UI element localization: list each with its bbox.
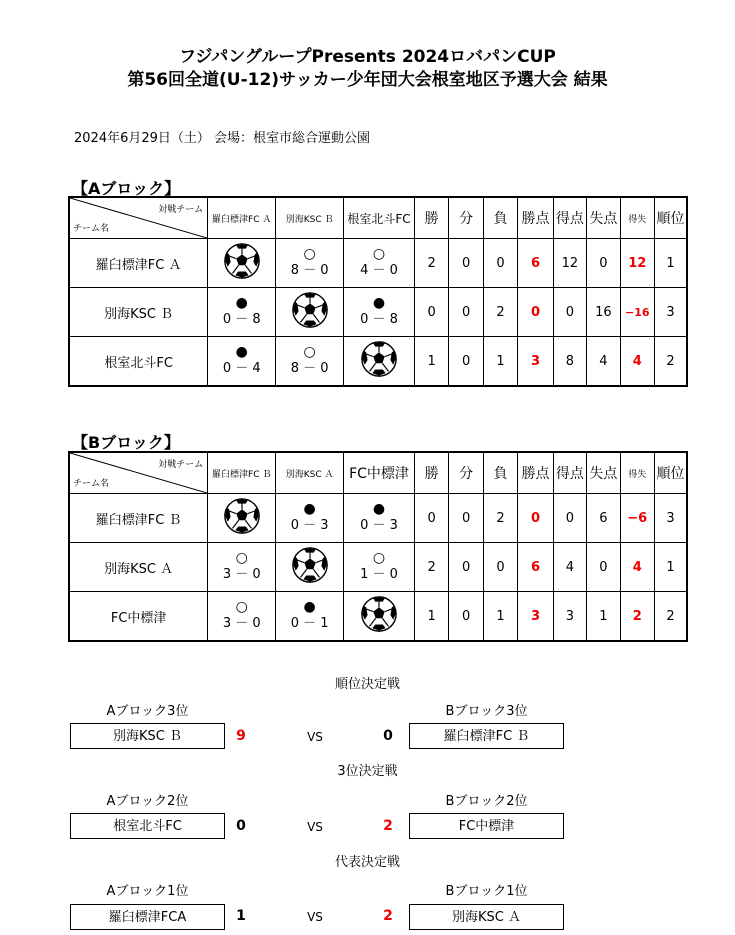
goals-against: 0 bbox=[587, 239, 620, 288]
team-name: 別海KSC Ｂ bbox=[69, 288, 208, 337]
goal-diff: 4 bbox=[620, 337, 654, 387]
soccer-ball-icon bbox=[223, 497, 261, 539]
match-score: 0 － 8 bbox=[360, 312, 398, 327]
right-team-box: FC中標津 bbox=[409, 813, 564, 839]
left-score: 1 bbox=[236, 908, 246, 924]
match-cell bbox=[276, 494, 344, 543]
title-line-2: 第56回全道(U-12)サッカー少年団大会根室地区予選大会 結果 bbox=[127, 70, 608, 90]
losses: 2 bbox=[483, 288, 517, 337]
team-name: 羅臼標津FC Ａ bbox=[69, 239, 208, 288]
table-row bbox=[69, 337, 687, 387]
match-cell bbox=[208, 288, 276, 337]
wins: 2 bbox=[414, 239, 448, 288]
left-team-box: 羅臼標津FCA bbox=[70, 904, 225, 930]
draw-header: 分 bbox=[449, 452, 483, 494]
block-b-table bbox=[68, 451, 688, 642]
wins: 0 bbox=[414, 288, 448, 337]
goals-against: 1 bbox=[587, 592, 620, 642]
left-seed-label: Aブロック2位 bbox=[106, 794, 189, 809]
points: 3 bbox=[518, 592, 553, 642]
losses: 1 bbox=[483, 337, 517, 387]
block-b-title: 【Bブロック】 bbox=[72, 433, 180, 452]
match-cell bbox=[344, 239, 415, 288]
points: 0 bbox=[518, 288, 553, 337]
goals-against: 0 bbox=[587, 543, 620, 592]
right-seed-label: Bブロック1位 bbox=[445, 884, 528, 899]
left-score: 0 bbox=[236, 818, 246, 834]
vs-label: VS bbox=[307, 820, 323, 834]
loss-mark: ● bbox=[372, 501, 386, 517]
table-row bbox=[69, 288, 687, 337]
goals-against: 4 bbox=[587, 337, 620, 387]
left-seed-label: Aブロック1位 bbox=[106, 884, 189, 899]
wins: 1 bbox=[414, 592, 448, 642]
goal-diff: −6 bbox=[620, 494, 654, 543]
points-header: 勝点 bbox=[518, 197, 553, 239]
vs-label: VS bbox=[307, 730, 323, 744]
goal-diff: 4 bbox=[620, 543, 654, 592]
loss-mark: ● bbox=[303, 599, 316, 615]
match-score: 3 － 0 bbox=[222, 616, 261, 631]
match-score: 8 － 0 bbox=[290, 263, 329, 278]
points: 6 bbox=[518, 239, 553, 288]
goals-against: 16 bbox=[587, 288, 620, 337]
block-a-table bbox=[68, 196, 688, 387]
opponent-header: 羅臼標津FC Ａ bbox=[208, 197, 276, 239]
left-score: 9 bbox=[236, 728, 246, 744]
title-line-1: フジパングループPresents 2024ロバパンCUP bbox=[179, 47, 556, 67]
match-cell bbox=[276, 592, 344, 642]
right-team-box: 別海KSC Ａ bbox=[409, 904, 564, 930]
win-mark: ○ bbox=[303, 344, 316, 360]
draw-header: 分 bbox=[449, 197, 483, 239]
points-header: 勝点 bbox=[518, 452, 553, 494]
losses: 0 bbox=[483, 543, 517, 592]
opponent-header: 別海KSC Ａ bbox=[276, 452, 344, 494]
draws: 0 bbox=[449, 543, 483, 592]
opponent-header: 根室北斗FC bbox=[344, 197, 415, 239]
loss-header: 負 bbox=[483, 197, 517, 239]
team-name: FC中標津 bbox=[69, 592, 208, 642]
soccer-ball-icon bbox=[223, 242, 261, 284]
goals-for: 0 bbox=[553, 494, 586, 543]
block-a-title: 【Aブロック】 bbox=[72, 179, 181, 198]
goal-diff-header: 得失 bbox=[620, 197, 654, 239]
table-row bbox=[69, 592, 687, 642]
right-team-box: 羅臼標津FC Ｂ bbox=[409, 723, 564, 749]
match-cell bbox=[208, 337, 276, 387]
points: 0 bbox=[518, 494, 553, 543]
match-score: 4 － 0 bbox=[360, 263, 398, 278]
goals-for: 8 bbox=[553, 337, 586, 387]
soccer-ball-icon bbox=[291, 291, 329, 333]
loss-mark: ● bbox=[372, 295, 386, 311]
wins: 2 bbox=[414, 543, 448, 592]
match-score: 1 － 0 bbox=[360, 567, 398, 582]
playoff-title: 3位決定戦 bbox=[337, 764, 398, 779]
self-match-cell bbox=[208, 239, 276, 288]
match-score: 0 － 4 bbox=[222, 361, 261, 376]
match-score: 8 － 0 bbox=[290, 361, 329, 376]
losses: 2 bbox=[483, 494, 517, 543]
draws: 0 bbox=[449, 239, 483, 288]
goal-diff: −16 bbox=[620, 288, 654, 337]
rank: 1 bbox=[654, 543, 687, 592]
rank: 2 bbox=[654, 337, 687, 387]
left-team-box: 根室北斗FC bbox=[70, 813, 225, 839]
self-match-cell bbox=[208, 494, 276, 543]
rank: 2 bbox=[654, 592, 687, 642]
match-cell bbox=[208, 592, 276, 642]
rank: 1 bbox=[654, 239, 687, 288]
table-row bbox=[69, 494, 687, 543]
points: 3 bbox=[518, 337, 553, 387]
match-cell bbox=[276, 239, 344, 288]
right-seed-label: Bブロック3位 bbox=[445, 704, 528, 719]
soccer-ball-icon bbox=[360, 340, 398, 382]
team-name: 別海KSC Ａ bbox=[69, 543, 208, 592]
match-cell bbox=[344, 288, 415, 337]
draws: 0 bbox=[449, 494, 483, 543]
goals-against-header: 失点 bbox=[587, 197, 620, 239]
wins: 0 bbox=[414, 494, 448, 543]
table-row bbox=[69, 543, 687, 592]
goals-against-header: 失点 bbox=[587, 452, 620, 494]
match-cell bbox=[344, 494, 415, 543]
self-match-cell bbox=[344, 337, 415, 387]
match-cell bbox=[276, 337, 344, 387]
date-venue: 2024年6月29日（土） 会場：根室市総合運動公園 bbox=[74, 131, 371, 146]
draws: 0 bbox=[449, 337, 483, 387]
team-name: 根室北斗FC bbox=[69, 337, 208, 387]
win-mark: ○ bbox=[235, 599, 248, 615]
draws: 0 bbox=[449, 592, 483, 642]
match-score: 0 － 1 bbox=[290, 616, 329, 631]
match-cell bbox=[344, 543, 415, 592]
losses: 0 bbox=[483, 239, 517, 288]
loss-mark: ● bbox=[235, 344, 248, 360]
playoff-title: 順位決定戦 bbox=[334, 677, 400, 692]
goal-diff-header: 得失 bbox=[620, 452, 654, 494]
match-score: 0 － 3 bbox=[290, 518, 329, 533]
team-name: 羅臼標津FC Ｂ bbox=[69, 494, 208, 543]
win-mark: ○ bbox=[372, 246, 386, 262]
goals-for-header: 得点 bbox=[553, 452, 586, 494]
goals-for: 0 bbox=[553, 288, 586, 337]
match-cell bbox=[208, 543, 276, 592]
win-header: 勝 bbox=[414, 197, 448, 239]
left-seed-label: Aブロック3位 bbox=[106, 704, 189, 719]
goals-for-header: 得点 bbox=[553, 197, 586, 239]
match-score: 3 － 0 bbox=[222, 567, 261, 582]
vs-label: VS bbox=[307, 910, 323, 924]
goals-for: 4 bbox=[553, 543, 586, 592]
win-header: 勝 bbox=[414, 452, 448, 494]
goal-diff: 2 bbox=[620, 592, 654, 642]
left-team-box: 別海KSC Ｂ bbox=[70, 723, 225, 749]
right-score: 2 bbox=[383, 818, 393, 834]
rank: 3 bbox=[654, 494, 687, 543]
right-seed-label: Bブロック2位 bbox=[445, 794, 528, 809]
right-score: 0 bbox=[383, 728, 393, 744]
match-score: 0 － 3 bbox=[360, 518, 398, 533]
corner-cell bbox=[69, 197, 208, 239]
win-mark: ○ bbox=[235, 550, 248, 566]
points: 6 bbox=[518, 543, 553, 592]
losses: 1 bbox=[483, 592, 517, 642]
goal-diff: 12 bbox=[620, 239, 654, 288]
table-row bbox=[69, 239, 687, 288]
playoff-title: 代表決定戦 bbox=[334, 855, 400, 870]
loss-header: 負 bbox=[483, 452, 517, 494]
corner-bottom-label: チーム名 bbox=[73, 224, 110, 234]
draws: 0 bbox=[449, 288, 483, 337]
wins: 1 bbox=[414, 337, 448, 387]
corner-top-label: 対戦チーム bbox=[158, 460, 204, 470]
rank: 3 bbox=[654, 288, 687, 337]
self-match-cell bbox=[344, 592, 415, 642]
rank-header: 順位 bbox=[654, 452, 687, 494]
loss-mark: ● bbox=[235, 295, 248, 311]
opponent-header: 羅臼標津FC Ｂ bbox=[208, 452, 276, 494]
win-mark: ○ bbox=[372, 550, 386, 566]
self-match-cell bbox=[276, 288, 344, 337]
opponent-header: FC中標津 bbox=[344, 452, 415, 494]
goals-against: 6 bbox=[587, 494, 620, 543]
corner-bottom-label: チーム名 bbox=[73, 479, 110, 489]
loss-mark: ● bbox=[303, 501, 316, 517]
rank-header: 順位 bbox=[654, 197, 687, 239]
goals-for: 12 bbox=[553, 239, 586, 288]
right-score: 2 bbox=[383, 908, 393, 924]
soccer-ball-icon bbox=[360, 595, 398, 637]
soccer-ball-icon bbox=[291, 546, 329, 588]
match-score: 0 － 8 bbox=[222, 312, 261, 327]
opponent-header: 別海KSC Ｂ bbox=[276, 197, 344, 239]
win-mark: ○ bbox=[303, 246, 316, 262]
corner-top-label: 対戦チーム bbox=[158, 205, 204, 215]
goals-for: 3 bbox=[553, 592, 586, 642]
self-match-cell bbox=[276, 543, 344, 592]
corner-cell bbox=[69, 452, 208, 494]
